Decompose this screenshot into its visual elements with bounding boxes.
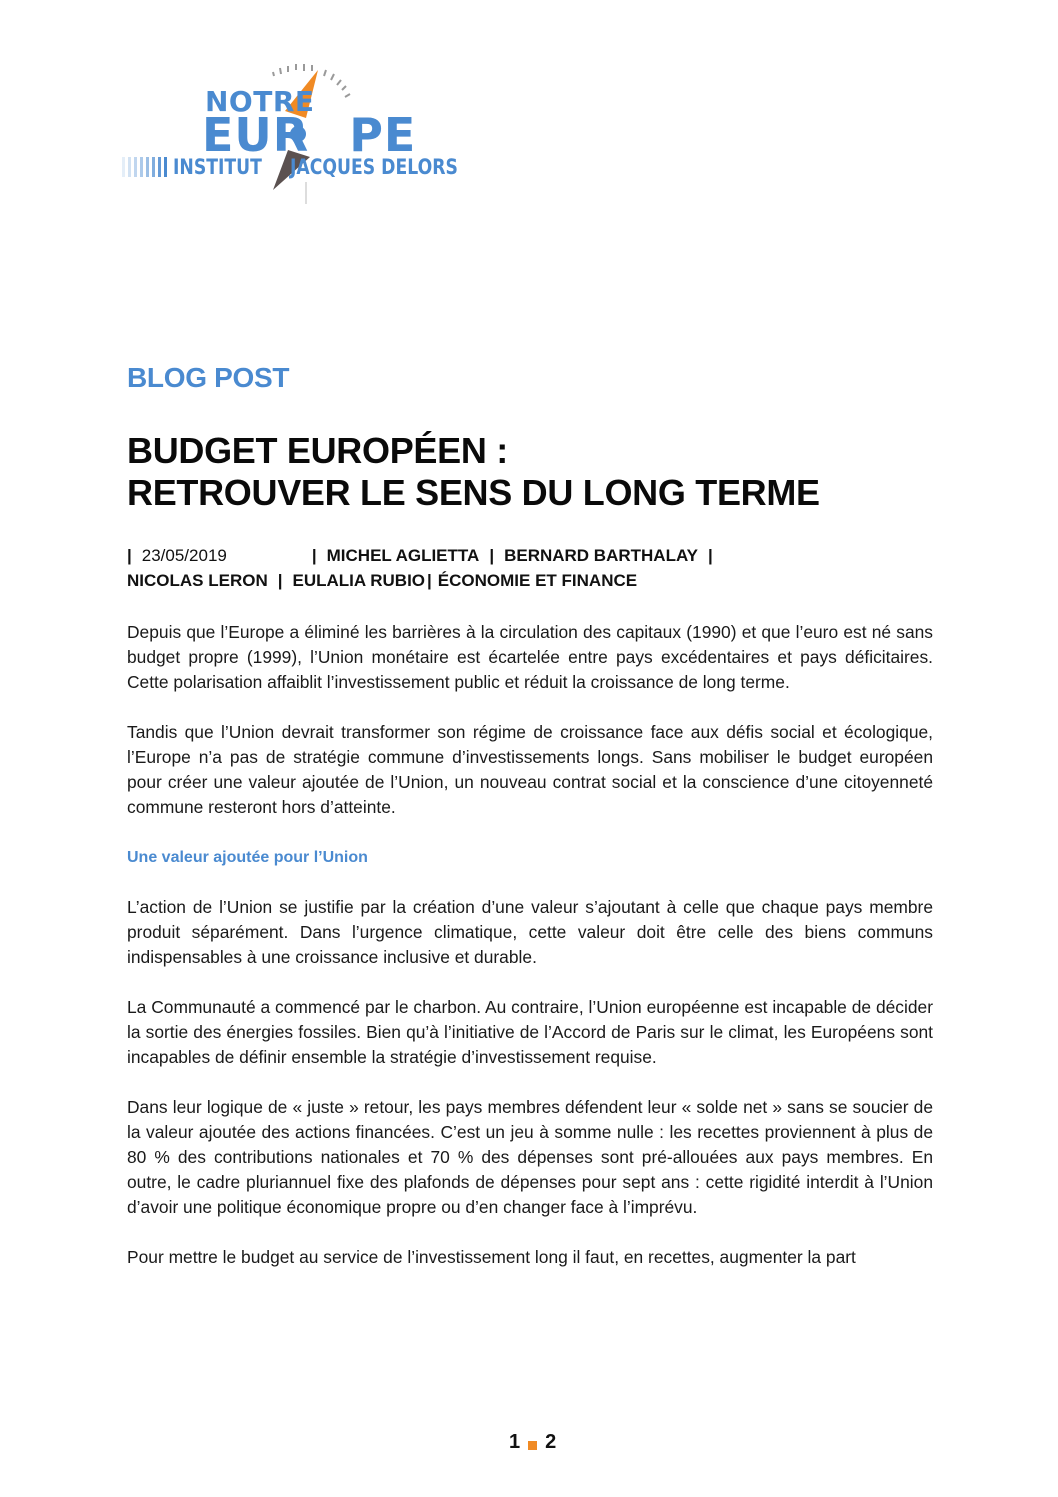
logo-bars-icon xyxy=(122,157,167,177)
paragraph: L’action de l’Union se justifie par la création d’une valeur s’ajoutant à celle que chaque pays membre produit séparément. Dans l’urgence climatique, cette valeur doit être celle des biens communs indispensables à une croissance inclusive et durable. xyxy=(127,897,933,967)
logo-europe-text xyxy=(202,108,417,162)
paragraph: Depuis que l’Europe a éliminé les barrières à la circulation des capitaux (1990) et que l’euro est né sans budget propre (1999), l’Union monétaire est écartelée entre pays excédentaires et pays déficitaires. Cette polarisation affaiblit l’investissement public et réduit la croissance de long terme. xyxy=(127,622,933,692)
author-link[interactable]: MICHEL AGLIETTA xyxy=(326,546,480,565)
article-meta xyxy=(127,543,723,593)
page-title xyxy=(127,430,820,514)
separator: | xyxy=(489,546,495,565)
paragraph: La Communauté a commencé par le charbon. Au contraire, l’Union européenne est incapable de décider la sortie des énergies fossiles. Bien qu’à l’initiative de l’Accord de Paris sur le climat, les Européens sont incapables de définir ensemble la stratégie d’investissement requise. xyxy=(127,997,933,1067)
separator: | xyxy=(127,546,132,565)
page-total: 2 xyxy=(545,1431,557,1453)
separator: | xyxy=(708,546,713,565)
paragraph: Tandis que l’Union devrait transformer son régime de croissance face aux défis social et écologique, l’Europe n’a pas de stratégie commune d’investissements longs. Sans mobiliser le budget européen pour créer une valeur ajoutée de l’Union, un nouveau contrat social et la conscience d’une citoyenneté commune resteront hors d’atteinte. xyxy=(127,722,933,817)
meta-row-2 xyxy=(127,568,723,593)
separator: | xyxy=(311,546,317,565)
logo-institut-row xyxy=(122,156,281,178)
title-line-2: RETROUVER LE SENS DU LONG TERME xyxy=(127,472,820,513)
article-body xyxy=(127,620,933,1295)
logo-delors-text: JACQUES DELORS xyxy=(290,155,458,179)
meta-row-1 xyxy=(127,543,723,568)
paragraph: Pour mettre le budget au service de l’investissement long il faut, en recettes, augmenter la part xyxy=(127,1247,856,1267)
document-type-label: BLOG POST xyxy=(127,362,290,393)
section-heading: Une valeur ajoutée pour l’Union xyxy=(127,849,368,866)
page-indicator xyxy=(509,1431,556,1454)
publish-date: 23/05/2019 xyxy=(141,546,227,565)
author-link[interactable]: NICOLAS LERON xyxy=(127,571,268,590)
logo-eur-text: EUR xyxy=(202,108,310,162)
page-separator-icon xyxy=(528,1441,537,1450)
notre-europe-logo xyxy=(118,56,458,206)
separator: | xyxy=(427,571,432,590)
author-link[interactable]: BERNARD BARTHALAY xyxy=(504,546,699,565)
logo-pe-text: PE xyxy=(349,108,417,162)
category-link[interactable]: ÉCONOMIE ET FINANCE xyxy=(437,571,638,590)
title-line-1: BUDGET EUROPÉEN : xyxy=(127,430,508,471)
author-link[interactable]: EULALIA RUBIO xyxy=(292,571,426,590)
paragraph: Dans leur logique de « juste » retour, les pays membres défendent leur « solde net » sans se soucier de la valeur ajoutée des actions financées. C’est un jeu à somme nulle : les recettes proviennent à plus de 80 % des contributions nationales et 70 % des dépenses sont pré-allouées aux pays membres. En outre, le cadre pluriannuel fixe des plafonds de dépenses pour sept ans : cette rigidité interdit à l’Union d’avoir une politique économique propre ou d’en changer face à l’imprévu. xyxy=(127,1097,933,1217)
logo-notre-text: NOTRE xyxy=(205,85,315,118)
separator: | xyxy=(277,571,283,590)
page-current: 1 xyxy=(509,1431,521,1453)
logo-institut-text: INSTITUT xyxy=(173,155,262,179)
